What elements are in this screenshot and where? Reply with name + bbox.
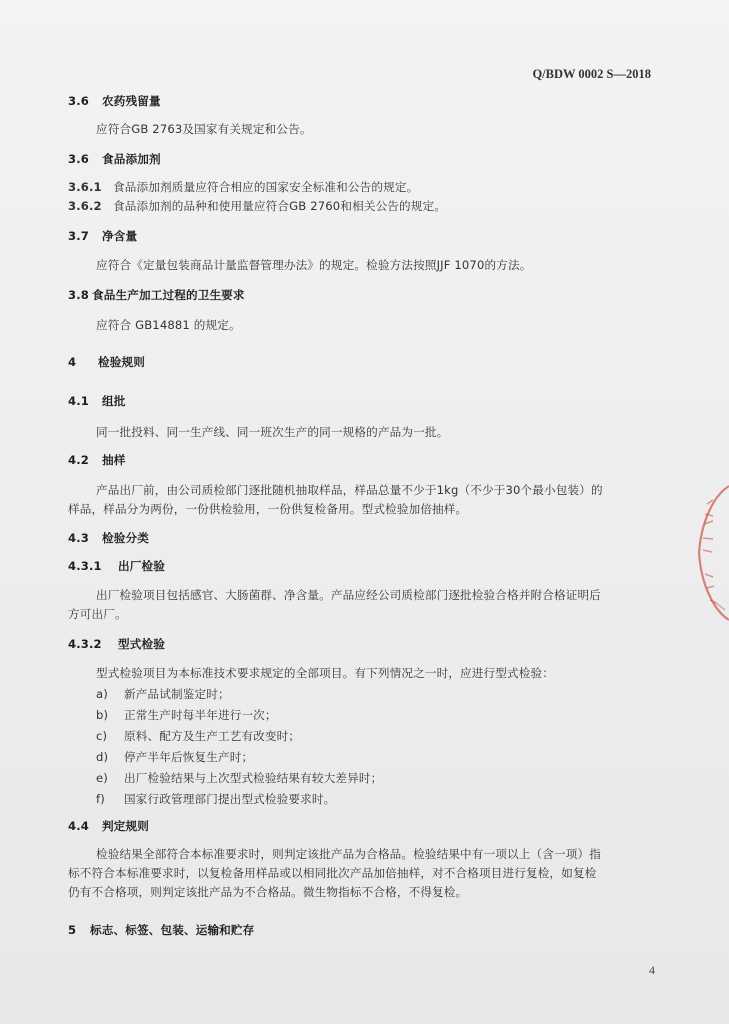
heading-3-6-additives: 3.6 食品添加剂 [68, 152, 161, 166]
paragraph-4-2-line1: 产品出厂前，由公司质检部门逐批随机抽取样品，样品总量不少于1kg（不少于30个最小包装）的 [96, 483, 603, 497]
heading-4-2: 4.2 抽样 [68, 453, 126, 467]
paragraph-3-6-pesticide: 应符合GB 2763及国家有关规定和公告。 [96, 122, 312, 136]
list-item: f) 国家行政管理部门提出型式检验要求时。 [96, 792, 336, 806]
paragraph-4-1: 同一批投料、同一生产线、同一班次生产的同一规格的产品为一批。 [96, 425, 449, 439]
paragraph-4-4-line1: 检验结果全部符合本标准要求时，则判定该批产品为合格品。检验结果中有一项以上（含一项）指 [96, 847, 601, 861]
heading-4-3-1: 4.3.1 出厂检验 [68, 559, 165, 573]
list-item: b) 正常生产时每半年进行一次； [96, 708, 277, 722]
heading-3-7: 3.7 净含量 [68, 229, 138, 243]
list-item: a) 新产品试制鉴定时； [96, 687, 230, 701]
heading-5: 5 标志、标签、包装、运输和贮存 [68, 923, 255, 937]
clause-3-6-2: 3.6.2 食品添加剂的品种和使用量应符合GB 2760和相关公告的规定。 [68, 199, 447, 213]
paragraph-4-2-line2: 样品，样品分为两份，一份供检验用，一份供复检备用。型式检验加倍抽样。 [68, 502, 468, 516]
heading-4: 4 检验规则 [68, 355, 145, 369]
paragraph-3-7: 应符合《定量包装商品计量监督管理办法》的规定。检验方法按照JJF 1070的方法。 [96, 258, 532, 272]
paragraph-4-3-1-line1: 出厂检验项目包括感官、大肠菌群、净含量。产品应经公司质检部门逐批检验合格并附合格证明后 [96, 588, 601, 602]
paragraph-4-3-2-intro: 型式检验项目为本标准技术要求规定的全部项目。有下列情况之一时，应进行型式检验： [96, 666, 555, 680]
seal-stamp-icon [693, 478, 729, 628]
list-item: d) 停产半年后恢复生产时； [96, 750, 254, 764]
heading-4-4: 4.4 判定规则 [68, 819, 149, 833]
heading-4-3: 4.3 检验分类 [68, 531, 149, 545]
paragraph-3-8: 应符合 GB14881 的规定。 [96, 318, 241, 332]
heading-3-8: 3.8 食品生产加工过程的卫生要求 [68, 288, 245, 302]
paragraph-4-3-1-line2: 方可出厂。 [68, 607, 127, 621]
list-item: c) 原料、配方及生产工艺有改变时； [96, 729, 301, 743]
heading-4-1: 4.1 组批 [68, 394, 126, 408]
clause-3-6-1: 3.6.1 食品添加剂质量应符合相应的国家安全标准和公告的规定。 [68, 180, 419, 194]
paragraph-4-4-line3: 仍有不合格项，则判定该批产品为不合格品。微生物指标不合格，不得复检。 [68, 885, 468, 899]
paragraph-4-4-line2: 标不符合本标准要求时，以复检备用样品或以相同批次产品加倍抽样，对不合格项目进行复检，如复检 [68, 866, 597, 880]
list-item: e) 出厂检验结果与上次型式检验结果有较大差异时； [96, 771, 383, 785]
document-number: Q/BDW 0002 S—2018 [532, 67, 651, 81]
heading-3-6-pesticide: 3.6 农药残留量 [68, 94, 161, 108]
heading-4-3-2: 4.3.2 型式检验 [68, 637, 165, 651]
page-number: 4 [649, 963, 655, 977]
